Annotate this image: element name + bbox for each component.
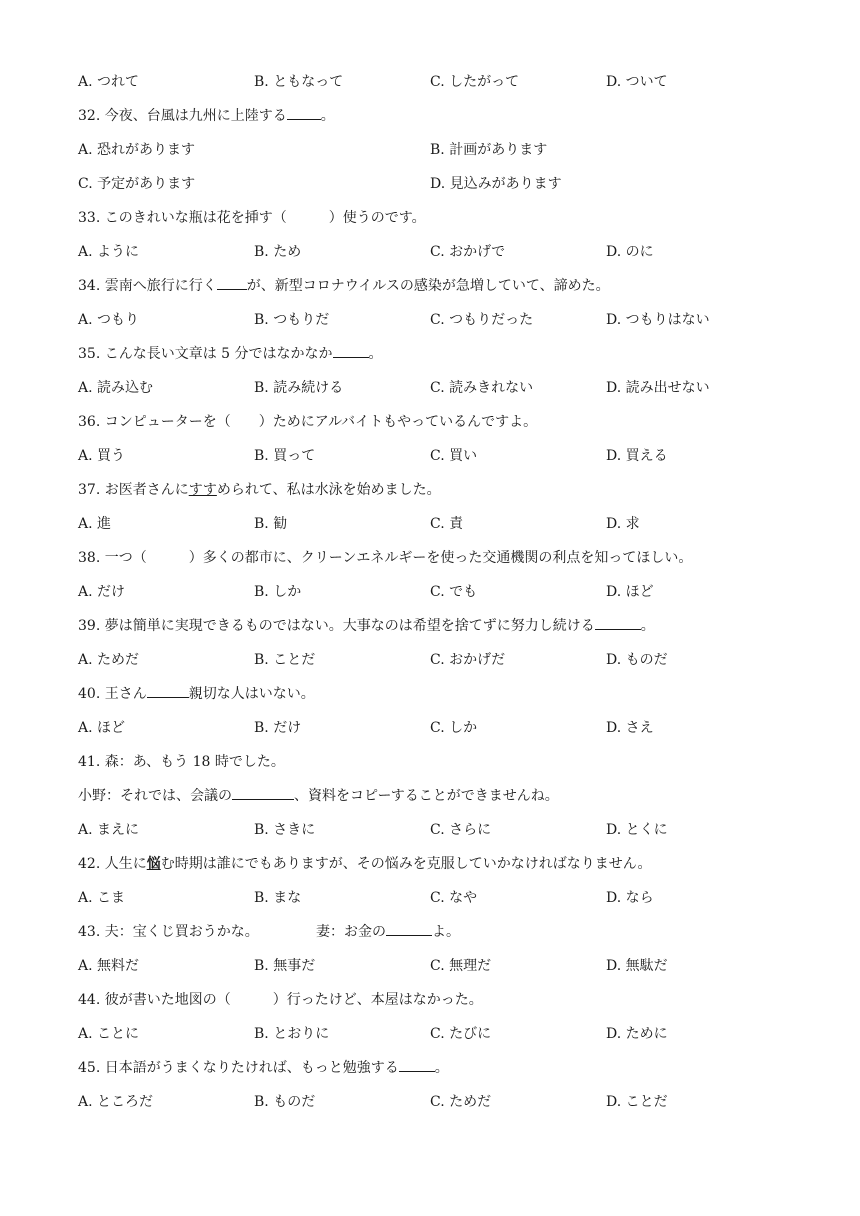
q43-option-a: A. 無料だ bbox=[78, 958, 140, 974]
q37-stem bbox=[0, 479, 860, 501]
q37-option-c: C. 責 bbox=[430, 516, 464, 532]
q38-option-c: C. でも bbox=[430, 584, 478, 600]
q36-option-d: D. 買える bbox=[606, 448, 668, 464]
q33-text: 33. このきれいな瓶は花を挿す（ ）使うのです。 bbox=[78, 210, 426, 226]
q39-text-pre: 夢は簡単に実現できるものではない。大事なのは希望を捨てずに努力し続ける bbox=[104, 618, 595, 634]
q34-option-b: B. つもりだ bbox=[254, 312, 330, 328]
q33-option-b: B. ため bbox=[254, 244, 302, 260]
q37-text-post: められて、私は水泳を始めました。 bbox=[216, 482, 441, 498]
q32-text-pre: 今夜、台風は九州に上陸する bbox=[104, 108, 287, 124]
q37-options bbox=[0, 513, 860, 535]
q45-option-b: B. ものだ bbox=[254, 1094, 316, 1110]
q44-stem bbox=[0, 989, 860, 1011]
q32-option-b: B. 計画があります bbox=[430, 142, 548, 158]
q41-text-post: 、資料をコピーすることができませんね。 bbox=[294, 788, 559, 804]
q41-option-c: C. さらに bbox=[430, 822, 492, 838]
answer-blank bbox=[333, 343, 369, 358]
q37-option-a: A. 進 bbox=[78, 516, 112, 532]
answer-blank bbox=[147, 683, 189, 698]
q41-options bbox=[0, 819, 860, 841]
q40-option-c: C. しか bbox=[430, 720, 478, 736]
q44-option-a: A. ことに bbox=[78, 1026, 140, 1042]
q34-option-a: A. つもり bbox=[78, 312, 140, 328]
q36-stem bbox=[0, 411, 860, 433]
answer-blank bbox=[386, 921, 432, 936]
q31-option-a: A. つれて bbox=[78, 74, 140, 90]
q42-text-pre: 42. 人生に bbox=[78, 856, 147, 872]
q40-option-b: B. だけ bbox=[254, 720, 302, 736]
answer-blank bbox=[399, 1057, 435, 1072]
answer-blank bbox=[287, 105, 321, 120]
q35-text-post: 。 bbox=[368, 346, 383, 362]
q32-text-post: 。 bbox=[320, 108, 335, 124]
q45-stem bbox=[0, 1057, 860, 1079]
q31-option-c: C. したがって bbox=[430, 74, 520, 90]
q43-options bbox=[0, 955, 860, 977]
q38-option-d: D. ほど bbox=[606, 584, 654, 600]
q34-option-d: D. つもりはない bbox=[606, 312, 710, 328]
q32-number: 32. bbox=[78, 108, 101, 124]
q43-option-b: B. 無事だ bbox=[254, 958, 316, 974]
q38-options bbox=[0, 581, 860, 603]
q42-stem bbox=[0, 853, 860, 875]
q36-text: 36. コンピューターを（ ）ためにアルバイトもやっているんですよ。 bbox=[78, 414, 538, 430]
q34-text-pre: 雲南へ旅行に行く bbox=[104, 278, 217, 294]
q41-text-pre: 小野：それでは、会議の bbox=[78, 788, 232, 804]
q37-option-b: B. 勧 bbox=[254, 516, 288, 532]
q32-options-row2 bbox=[0, 173, 860, 195]
q35-option-b: B. 読み続ける bbox=[254, 380, 344, 396]
q31-option-b: B. ともなって bbox=[254, 74, 344, 90]
q43-stem bbox=[0, 921, 860, 943]
q40-stem bbox=[0, 683, 860, 705]
q36-option-a: A. 買う bbox=[78, 448, 126, 464]
q44-option-d: D. ために bbox=[606, 1026, 668, 1042]
q32-stem bbox=[0, 105, 860, 127]
q34-stem bbox=[0, 275, 860, 297]
q36-options bbox=[0, 445, 860, 467]
q45-options bbox=[0, 1091, 860, 1113]
q40-text-pre: 王さん bbox=[104, 686, 147, 702]
q34-number: 34. bbox=[78, 278, 101, 294]
q37-option-d: D. 求 bbox=[606, 516, 640, 532]
answer-blank bbox=[595, 615, 641, 630]
q45-text-post: 。 bbox=[434, 1060, 449, 1076]
q41-option-d: D. とくに bbox=[606, 822, 668, 838]
q39-number: 39. bbox=[78, 618, 101, 634]
q32-option-a: A. 恐れがあります bbox=[78, 142, 196, 158]
q39-option-b: B. ことだ bbox=[254, 652, 316, 668]
q43-option-c: C. 無理だ bbox=[430, 958, 492, 974]
q43-option-d: D. 無駄だ bbox=[606, 958, 668, 974]
q40-option-a: A. ほど bbox=[78, 720, 126, 736]
q39-options bbox=[0, 649, 860, 671]
q41-line2 bbox=[0, 785, 860, 807]
q33-options bbox=[0, 241, 860, 263]
q35-option-c: C. 読みきれない bbox=[430, 380, 534, 396]
q45-option-d: D. ことだ bbox=[606, 1094, 668, 1110]
q31-options bbox=[0, 71, 860, 93]
q39-text-post: 。 bbox=[640, 618, 655, 634]
q39-option-a: A. ためだ bbox=[78, 652, 140, 668]
q33-option-d: D. のに bbox=[606, 244, 654, 260]
q32-options-row1 bbox=[0, 139, 860, 161]
q42-text-post: む時期は誰にでもありますが、その悩みを克服していかなければなりません。 bbox=[160, 856, 652, 872]
q33-option-c: C. おかげで bbox=[430, 244, 506, 260]
q34-text-post: が、新型コロナウイルスの感染が急増していて、諦めた。 bbox=[246, 278, 610, 294]
q34-options bbox=[0, 309, 860, 331]
q42-bold-kanji: 悩 bbox=[146, 856, 161, 872]
q39-stem bbox=[0, 615, 860, 637]
q44-option-c: C. たびに bbox=[430, 1026, 492, 1042]
q35-text-pre: こんな長い文章は 5 分ではなかなか bbox=[104, 346, 333, 362]
q35-options bbox=[0, 377, 860, 399]
q39-option-c: C. おかげだ bbox=[430, 652, 506, 668]
q45-option-a: A. ところだ bbox=[78, 1094, 154, 1110]
q43-text-post: よ。 bbox=[432, 924, 460, 940]
q33-stem bbox=[0, 207, 860, 229]
q35-option-a: A. 読み込む bbox=[78, 380, 154, 396]
q41-line1 bbox=[0, 751, 860, 773]
q42-option-a: A. こま bbox=[78, 890, 126, 906]
answer-blank bbox=[232, 785, 294, 800]
q38-option-b: B. しか bbox=[254, 584, 302, 600]
q45-text-pre: 日本語がうまくなりたければ、もっと勉強する bbox=[104, 1060, 399, 1076]
q40-options bbox=[0, 717, 860, 739]
q42-option-c: C. なや bbox=[430, 890, 478, 906]
q32-option-c: C. 予定があります bbox=[78, 176, 196, 192]
q41-option-a: A. まえに bbox=[78, 822, 140, 838]
q32-option-d: D. 見込みがあります bbox=[430, 176, 562, 192]
q40-number: 40. bbox=[78, 686, 101, 702]
q35-number: 35. bbox=[78, 346, 101, 362]
q42-option-d: D. なら bbox=[606, 890, 654, 906]
q44-options bbox=[0, 1023, 860, 1045]
q34-option-c: C. つもりだった bbox=[430, 312, 534, 328]
q31-option-d: D. ついて bbox=[606, 74, 668, 90]
q41-option-b: B. さきに bbox=[254, 822, 316, 838]
q40-text-post: 親切な人はいない。 bbox=[188, 686, 315, 702]
q40-option-d: D. さえ bbox=[606, 720, 654, 736]
q45-option-c: C. ためだ bbox=[430, 1094, 492, 1110]
q38-text: 38. 一つ（ ）多くの都市に、クリーンエネルギーを使った交通機関の利点を知ってほしい。 bbox=[78, 550, 693, 566]
q43-part1: 43. 夫：宝くじ買おうかな。 bbox=[78, 924, 259, 940]
answer-blank bbox=[217, 275, 247, 290]
q38-stem bbox=[0, 547, 860, 569]
q39-option-d: D. ものだ bbox=[606, 652, 668, 668]
q37-underlined-word: すす bbox=[188, 482, 217, 498]
q38-option-a: A. だけ bbox=[78, 584, 126, 600]
q37-text-pre: 37. お医者さんに bbox=[78, 482, 189, 498]
q35-option-d: D. 読み出せない bbox=[606, 380, 710, 396]
q33-option-a: A. ように bbox=[78, 244, 140, 260]
q43-part2: 妻：お金の bbox=[316, 924, 386, 940]
q36-option-b: B. 買って bbox=[254, 448, 316, 464]
q45-number: 45. bbox=[78, 1060, 101, 1076]
q42-option-b: B. まな bbox=[254, 890, 302, 906]
q36-option-c: C. 買い bbox=[430, 448, 478, 464]
q44-option-b: B. とおりに bbox=[254, 1026, 330, 1042]
q41-text: 41. 森：あ、もう 18 時でした。 bbox=[78, 754, 285, 770]
q42-options bbox=[0, 887, 860, 909]
q44-text: 44. 彼が書いた地図の（ ）行ったけど、本屋はなかった。 bbox=[78, 992, 483, 1008]
q35-stem bbox=[0, 343, 860, 365]
